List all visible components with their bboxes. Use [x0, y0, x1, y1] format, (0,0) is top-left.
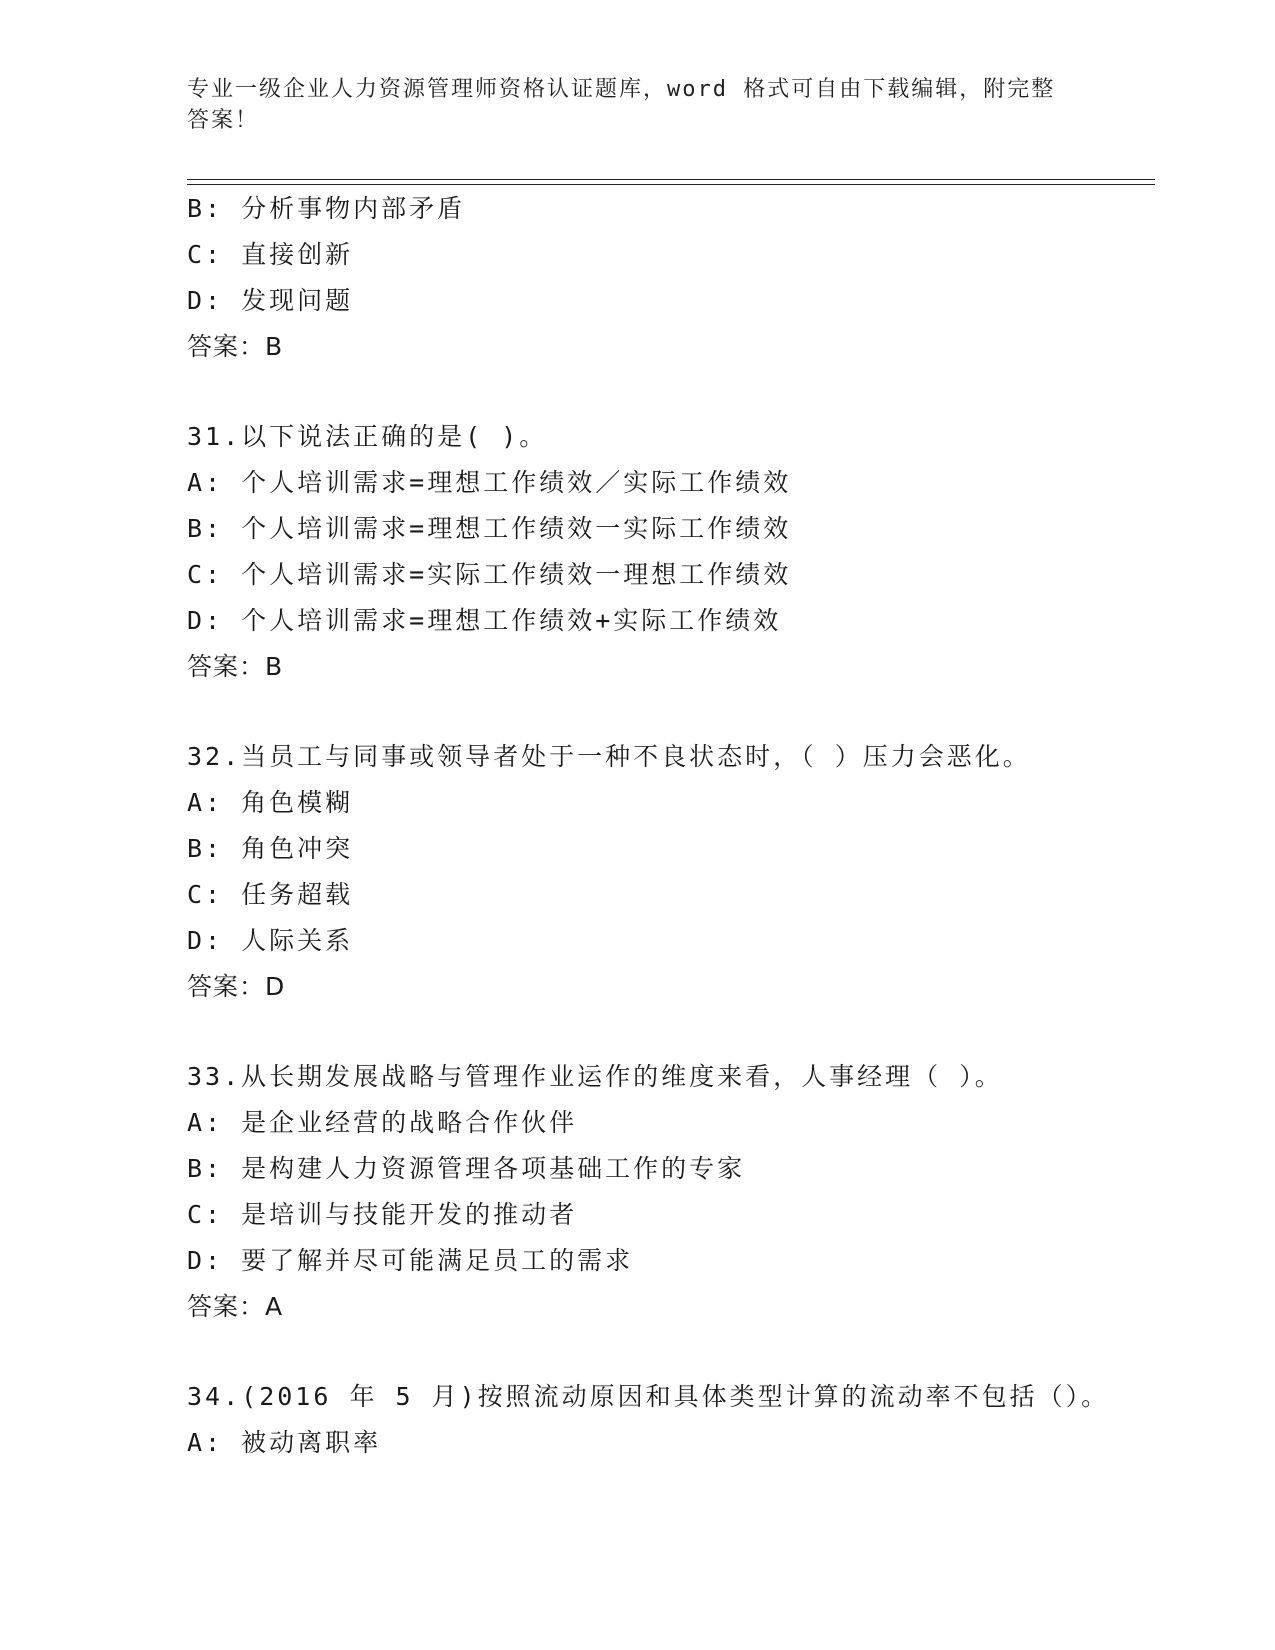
answer-line: 答案：B	[187, 332, 284, 361]
header-note: 专业一级企业人力资源管理师资格认证题库，word 格式可自由下载编辑，附完整答案！	[187, 77, 1056, 133]
question-text: 34.(2016 年 5 月)按照流动原因和具体类型计算的流动率不包括（）。	[187, 1382, 1110, 1411]
option-line: C: 个人培训需求=实际工作绩效一理想工作绩效	[187, 560, 792, 589]
question-block	[187, 414, 1147, 690]
option-line: A: 被动离职率	[187, 1428, 382, 1457]
option-line: B: 是构建人力资源管理各项基础工作的专家	[187, 1154, 746, 1183]
question-block	[187, 1374, 1147, 1466]
question-block	[187, 1054, 1147, 1330]
block-spacer	[187, 1330, 1147, 1374]
question-content	[187, 186, 1147, 1466]
header-rule-top	[187, 179, 1155, 180]
answer-line: 答案：B	[187, 652, 284, 681]
option-line: B: 角色冲突	[187, 834, 354, 863]
question-block	[187, 186, 1147, 370]
question-text: 31.以下说法正确的是( )。	[187, 422, 548, 451]
option-line: D: 人际关系	[187, 926, 354, 955]
option-line: D: 个人培训需求=理想工作绩效+实际工作绩效	[187, 606, 782, 635]
option-line: C: 任务超载	[187, 880, 354, 909]
block-spacer	[187, 1010, 1147, 1054]
option-line: A: 个人培训需求=理想工作绩效／实际工作绩效	[187, 468, 792, 497]
option-line: B: 个人培训需求=理想工作绩效一实际工作绩效	[187, 514, 792, 543]
option-line: A: 是企业经营的战略合作伙伴	[187, 1108, 578, 1137]
option-line: D: 要了解并尽可能满足员工的需求	[187, 1246, 634, 1275]
header-rule-bottom	[187, 184, 1155, 185]
question-text: 33.从长期发展战略与管理作业运作的维度来看，人事经理（ ）。	[187, 1062, 1003, 1091]
option-line: D: 发现问题	[187, 286, 354, 315]
block-spacer	[187, 690, 1147, 734]
option-line: A: 角色模糊	[187, 788, 354, 817]
block-spacer	[187, 370, 1147, 414]
answer-line: 答案：A	[187, 1292, 284, 1321]
option-line: C: 是培训与技能开发的推动者	[187, 1200, 578, 1229]
question-block	[187, 734, 1147, 1010]
answer-line: 答案：D	[187, 972, 286, 1001]
option-line: B: 分析事物内部矛盾	[187, 194, 466, 223]
question-text: 32.当员工与同事或领导者处于一种不良状态时，（ ）压力会恶化。	[187, 742, 1031, 771]
option-line: C: 直接创新	[187, 240, 354, 269]
